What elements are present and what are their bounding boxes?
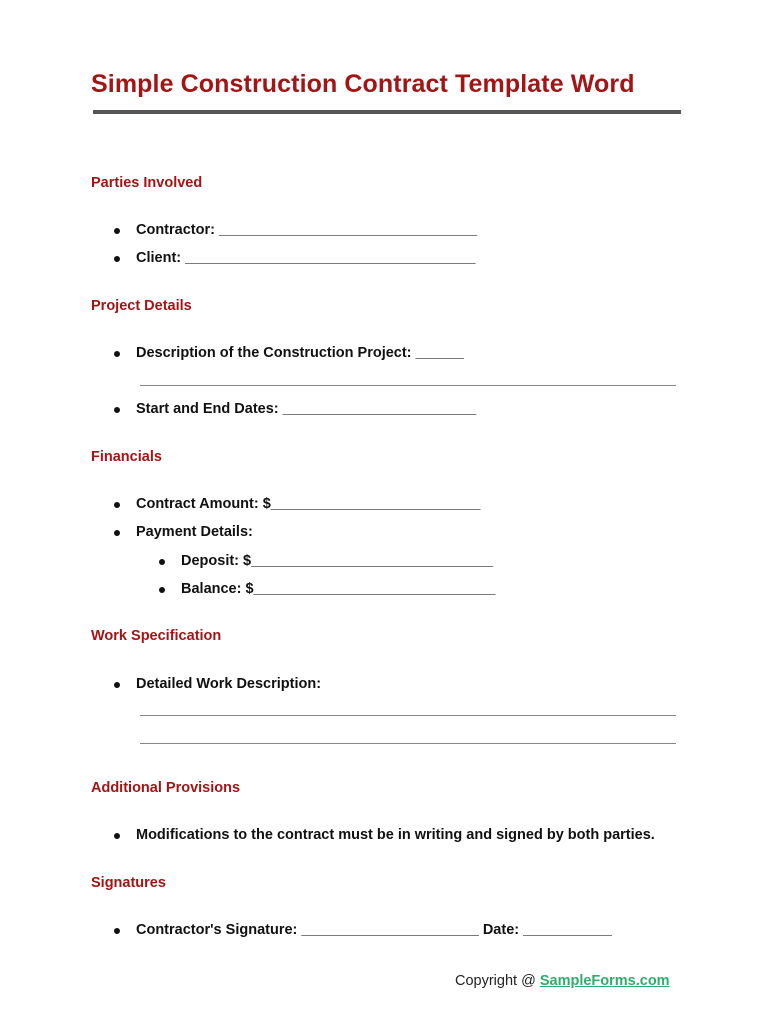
contract-amount-field: Contract Amount: $__________________________ (136, 496, 481, 512)
payment-details-label: Payment Details: (136, 524, 253, 540)
contractor-signature-field: Contractor's Signature: ______________________ Date: ___________ (136, 922, 612, 938)
section-work-heading: Work Specification (91, 628, 222, 644)
blank-line (140, 743, 676, 744)
balance-field: Balance: $______________________________ (181, 581, 496, 597)
modifications-text: Modifications to the contract must be in writing and signed by both parties. (136, 827, 655, 843)
section-project-heading: Project Details (91, 298, 192, 314)
section-signatures-heading: Signatures (91, 875, 166, 891)
title-divider (93, 110, 681, 114)
bullet-icon (114, 502, 120, 508)
bullet-icon (114, 228, 120, 234)
bullet-icon (114, 682, 120, 688)
bullet-icon (114, 928, 120, 934)
deposit-field: Deposit: $______________________________ (181, 553, 494, 569)
section-provisions-heading: Additional Provisions (91, 780, 241, 796)
contractor-field: Contractor: ________________________________ (136, 222, 478, 238)
copyright-text: Copyright @ (455, 973, 540, 989)
bullet-icon (114, 407, 120, 413)
dates-field: Start and End Dates: ________________________ (136, 401, 477, 417)
bullet-icon (159, 587, 165, 593)
bullet-icon (114, 833, 120, 839)
bullet-icon (114, 351, 120, 357)
section-parties-heading: Parties Involved (91, 175, 203, 191)
blank-line (140, 715, 676, 716)
brand-link[interactable]: SampleForms.com (539, 973, 670, 989)
bullet-icon (114, 256, 120, 262)
project-description-field: Description of the Construction Project: ______ (136, 345, 464, 361)
section-financials-heading: Financials (91, 449, 162, 465)
bullet-icon (114, 530, 120, 536)
bullet-icon (159, 559, 165, 565)
client-field: Client: ____________________________________ (136, 250, 476, 266)
copyright-footer (455, 973, 670, 989)
document-title: Simple Construction Contract Template Word (91, 70, 635, 98)
blank-line (140, 385, 676, 386)
work-description-field: Detailed Work Description: (136, 676, 322, 692)
